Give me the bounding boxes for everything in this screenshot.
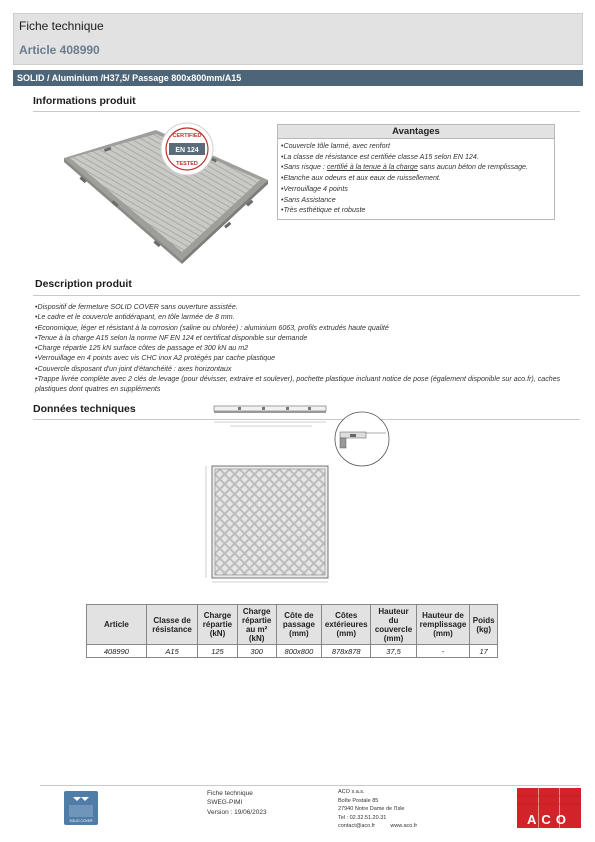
brand-name: ACO: [527, 812, 571, 827]
description-item: • Couvercle disposant d'un joint d'étanchéité : axes horizontaux: [35, 364, 580, 374]
table-header-row: [87, 605, 498, 645]
column-header: Hauteur du couvercle (mm): [371, 605, 416, 645]
certification-link[interactable]: certifié à la tenue à la charge: [326, 163, 418, 172]
table-cell: -: [416, 645, 470, 658]
advantage-item-text: Sans risque :: [283, 163, 327, 172]
table-cell: 300: [237, 645, 276, 658]
description-item: • Tenue à la charge A15 selon la norme NF EN 124 et certificat disponible sur demande: [35, 333, 580, 343]
detail-circle-view: [335, 412, 389, 466]
column-header: Côtes extérieures (mm): [322, 605, 371, 645]
solid-cover-logo: [64, 791, 98, 825]
table-cell: 878x878: [322, 645, 371, 658]
side-elevation-view: [214, 406, 326, 426]
column-header: Classe de résistance: [146, 605, 198, 645]
top-plan-view: [206, 466, 328, 582]
advantage-item: • Couvercle tôle larmé, avec renfort: [281, 141, 551, 152]
company-contact: [338, 788, 417, 831]
doc-line: SWEG-PIMI: [207, 799, 243, 807]
description-list: [35, 302, 580, 395]
advantages-box: [277, 124, 555, 220]
footer-divider: [40, 785, 580, 786]
document-header: [13, 13, 583, 65]
advantage-item: • Très esthétique et robuste: [281, 205, 551, 216]
badge-standard-text: EN 124: [175, 147, 199, 154]
specifications-table: [86, 604, 498, 658]
doc-line: Fiche technique: [207, 790, 253, 797]
advantage-item: • Verrouillage 4 points: [281, 184, 551, 195]
advantage-item: [281, 162, 551, 173]
aco-logo: [517, 788, 581, 828]
column-header: Article: [87, 605, 147, 645]
column-header: Hauteur de remplissage (mm): [416, 605, 470, 645]
company-line: 27940 Notre Dame de l'Isle: [338, 806, 405, 812]
table-cell: A15: [146, 645, 198, 658]
column-header: Charge répartie (kN): [198, 605, 237, 645]
table-cell: 125: [198, 645, 237, 658]
company-line: contact@aco.fr www.aco.fr: [338, 823, 418, 829]
advantages-list: [278, 139, 554, 219]
description-item: • Le cadre et le couvercle antidérapant, en tôle larmée de 8 mm.: [35, 312, 580, 322]
section-divider: [33, 295, 580, 296]
solid-cover-icon: [64, 791, 98, 825]
certified-en124-badge: [160, 122, 214, 176]
section-title-description: Description produit: [35, 278, 132, 290]
advantage-item: • Etanche aux odeurs et aux eaux de ruissellement.: [281, 173, 551, 184]
badge-top-text: CERTIFIED: [172, 133, 202, 139]
column-header: Poids (kg): [470, 605, 498, 645]
section-title-technical: Données techniques: [33, 403, 136, 415]
company-line: Tel : 02.32.51.20.31: [338, 814, 387, 821]
advantage-item: • La classe de résistance est certifiée classe A15 selon EN 124.: [281, 152, 551, 163]
table-cell: 800x800: [276, 645, 321, 658]
advantages-title: Avantages: [278, 125, 554, 139]
description-item: • Trappe livrée complète avec 2 clés de levage (pour dévisser, extraire et soulever), pochette plastique incluant notice de pose (également disponible sur aco.fr), caches plastiques dont quatres en suppléments: [35, 374, 580, 395]
description-item: • Charge répartie 125 kN surface côtes de passage et 300 kN au m2: [35, 343, 580, 353]
description-item: • Economique, léger et résistant à la corrosion (saline ou chlorée) : aluminium 6063, profils extrudés haute qualité: [35, 323, 580, 333]
logo-caption: SOLID COVER: [69, 819, 93, 823]
article-number: Article 408990: [19, 43, 100, 57]
company-line: ACO s.a.s.: [338, 789, 365, 795]
advantage-item: • Sans Assistance: [281, 195, 551, 206]
badge-bottom-text: TESTED: [176, 161, 198, 167]
column-header: Côte de passage (mm): [276, 605, 321, 645]
column-header: Charge répartie au m² (kN): [237, 605, 276, 645]
section-title-info: Informations produit: [33, 95, 136, 107]
technical-drawing: [200, 400, 560, 588]
table-cell: 37,5: [371, 645, 416, 658]
section-divider: [33, 111, 580, 112]
description-item: • Verrouillage en 4 points avec vis CHC inox A2 protégés par cache plastique: [35, 353, 580, 363]
doc-line: Version : 19/06/2023: [207, 808, 267, 816]
document-reference: [207, 789, 267, 817]
document-type-title: Fiche technique: [19, 19, 104, 33]
advantage-item-text: sans aucun béton de remplissage.: [417, 163, 528, 172]
product-title-band: SOLID / Aluminium /H37,5/ Passage 800x800mm/A15: [13, 70, 583, 86]
table-cell: 17: [470, 645, 498, 658]
company-line: Boîte Postale 85: [338, 797, 379, 804]
table-cell: 408990: [87, 645, 147, 658]
table-row: [87, 645, 498, 658]
description-item: • Dispositif de fermeture SOLID COVER sans ouverture assistée.: [35, 302, 580, 312]
